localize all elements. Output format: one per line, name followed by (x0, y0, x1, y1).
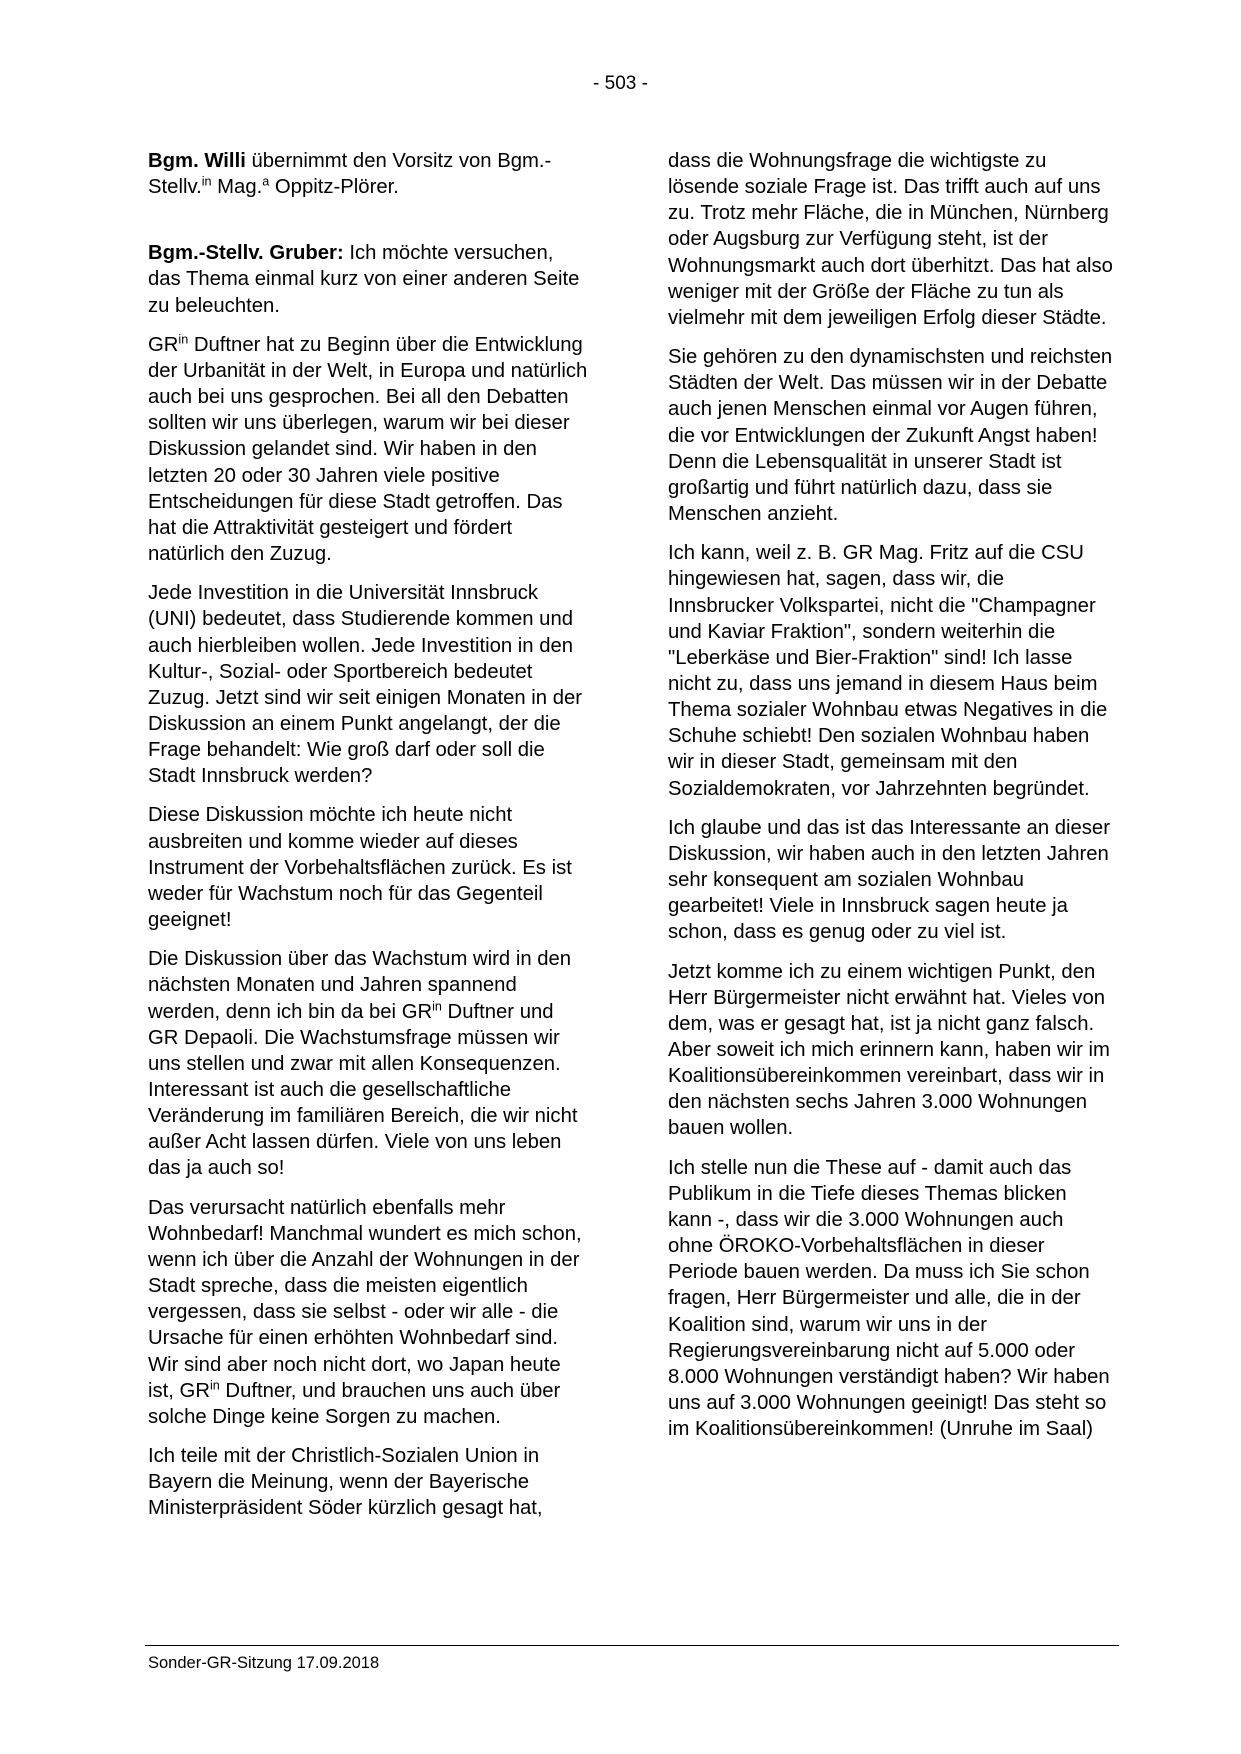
superscript: in (201, 174, 212, 189)
speech-paragraph: Ich glaube und das ist das Interessante an dieser Diskussion, wir haben auch in den letzten Jahren sehr konsequent am sozialen Wohnbau gearbeitet! Viele in Innsbruck sagen heute ja schon, dass es genug oder zu viel ist. (668, 816, 1110, 944)
speech-paragraph: Ich kann, weil z. B. GR Mag. Fritz auf die CSU hingewiesen hat, sagen, dass wir, die Innsbrucker Volkspartei, nicht die "Champagner und Kaviar Fraktion", sondern weiterhin die "Leberkäse und Bier-Fraktion" sind! Ich lasse nicht zu, dass uns jemand in diesem Haus beim Thema sozialer Wohnbau etwas Negatives in die Schuhe schiebt! Den sozialen Wohnbau haben wir in dieser Stadt, gemeinsam mit den Sozialdemokraten, vor Jahrzehnten begründet. (668, 542, 1108, 800)
paragraph-text: GR (148, 333, 179, 356)
paragraph-text: Mag. (211, 176, 263, 199)
paragraph-text: Die Diskussion über das Wachstum wird in den nächsten Monaten und Jahren spannend werden, denn ich bin da bei GR (148, 948, 572, 1023)
superscript: in (432, 998, 442, 1013)
speaker-name: Bgm. Willi (148, 150, 246, 172)
footer-session-label: Sonder-GR-Sitzung 17.09.2018 (148, 1654, 380, 1672)
paragraph-text: Duftner, und brauchen uns auch über solche Dinge keine Sorgen zu machen. (148, 1379, 561, 1428)
right-column (668, 148, 1114, 1455)
speech-paragraph: Ich stelle nun die These auf - damit auch das Publikum in die Tiefe dieses Themas blicken kann -, dass wir die 3.000 Wohnungen auch ohne ÖROKO-Vorbehaltsflächen in dieser Periode bauen werden. Da muss ich Sie schon fragen, Herr Bürgermeister und alle, die in der Koalition sind, warum wir uns in der Regierungsvereinbarung nicht auf 5.000 oder 8.000 Wohnungen verständigt haben? Wir haben uns auf 3.000 Wohnungen geeinigt! Das steht so im Koalitionsübereinkommen! (Unruhe im Saal) (668, 1156, 1110, 1441)
paragraph-text: Duftner und GR Depaoli. Die Wachstumsfrage müssen wir uns stellen und zwar mit allen Konsequenzen. Interessant ist auch die gesellschaftliche Veränderung im familiären Bereich, die wir nicht außer Acht lassen dürfen. Viele von uns leben das ja auch so! (148, 1000, 578, 1180)
speech-paragraph: Sie gehören zu den dynamischsten und reichsten Städten der Welt. Das müssen wir in der Debatte auch jenen Menschen einmal vor Augen führen, die vor Entwicklungen der Zukunft Angst haben! Denn die Lebensqualität in unserer Stadt ist großartig und führt natürlich dazu, dass sie Menschen anzieht. (668, 346, 1113, 526)
speech-paragraph (148, 332, 588, 567)
superscript: in (209, 1378, 220, 1393)
speech-paragraph: Jetzt komme ich zu einem wichtigen Punkt, den Herr Bürgermeister nicht erwähnt hat. Vieles von dem, was er gesagt hat, ist ja nicht ganz falsch. Aber soweit ich mich erinnern kann, haben wir im Koalitionsübereinkommen vereinbart, dass wir in den nächsten sechs Jahren 3.000 Wohnungen bauen wollen. (668, 960, 1110, 1140)
speech-paragraph (148, 1195, 588, 1430)
speech-paragraph: Ich teile mit der Christlich-Sozialen Union in Bayern die Meinung, wenn der Bayerische Ministerpräsident Söder kürzlich gesagt hat, (148, 1445, 543, 1520)
speaker-name: Bgm.-Stellv. Gruber: (148, 242, 344, 265)
footer-divider (145, 1645, 1119, 1646)
speech-paragraph (148, 946, 588, 1181)
superscript: a (262, 174, 270, 189)
superscript: in (178, 332, 189, 347)
paragraph-text: Ich möchte versuchen, das Thema einmal kurz von einer anderen Seite zu beleuchten. (148, 242, 580, 317)
speech-paragraph (148, 240, 588, 318)
speech-paragraph: dass die Wohnungsfrage die wichtigste zu lösende soziale Frage ist. Das trifft auch auf uns zu. Trotz mehr Fläche, die in München, Nürnberg oder Augsburg zur Verfügung steht, ist der Wohnungsmarkt auch dort überhitzt. Das hat also weniger mit der Größe der Fläche zu tun als vielmehr mit dem jeweiligen Erfolg dieser Städte. (668, 150, 1113, 329)
speech-paragraph: Jede Investition in die Universität Innsbruck (UNI) bedeutet, dass Studierende kommen und auch hierbleiben wollen. Jede Investition in den Kultur-, Sozial- oder Sportbereich bedeutet Zuzug. Jetzt sind wir seit einigen Monaten in der Diskussion an einem Punkt angelangt, der die Frage behandelt: Wie groß darf oder soll die Stadt Innsbruck werden? (148, 582, 583, 788)
speech-paragraph: Diese Diskussion möchte ich heute nicht ausbreiten und komme wieder auf dieses Instrument der Vorbehaltsflächen zurück. Es ist weder für Wachstum noch für das Gegenteil geeignet! (148, 804, 572, 932)
paragraph-text: übernimmt den Vorsitz von Bgm.-Stellv. (148, 150, 552, 199)
paragraph-text: Das verursacht natürlich ebenfalls mehr Wohnbedarf! Manchmal wundert es mich schon, wenn ich über die Anzahl der Wohnungen in der Stadt spreche, dass die meisten eigentlich vergessen, dass sie selbst - oder wir alle - die Ursache für einen erhöhten Wohnbedarf sind. Wir sind aber noch nicht dort, wo Japan heute ist, GR (148, 1196, 582, 1402)
page-number: - 503 - (593, 73, 648, 94)
paragraph-text: Oppitz-Plörer. (269, 176, 399, 199)
paragraph-text: Duftner hat zu Beginn über die Entwicklung der Urbanität in der Welt, in Europa und natürlich auch bei uns gesprochen. Bei all den Debatten sollten wir uns überlegen, warum wir bei dieser Diskussion gelandet sind. Wir haben in den letzten 20 oder 30 Jahren viele positive Entscheidungen für diese Stadt getroffen. Das hat die Attraktivität gesteigert und fördert natürlich den Zuzug. (148, 333, 588, 566)
chair-change-paragraph (148, 148, 588, 200)
left-column (148, 148, 588, 1535)
